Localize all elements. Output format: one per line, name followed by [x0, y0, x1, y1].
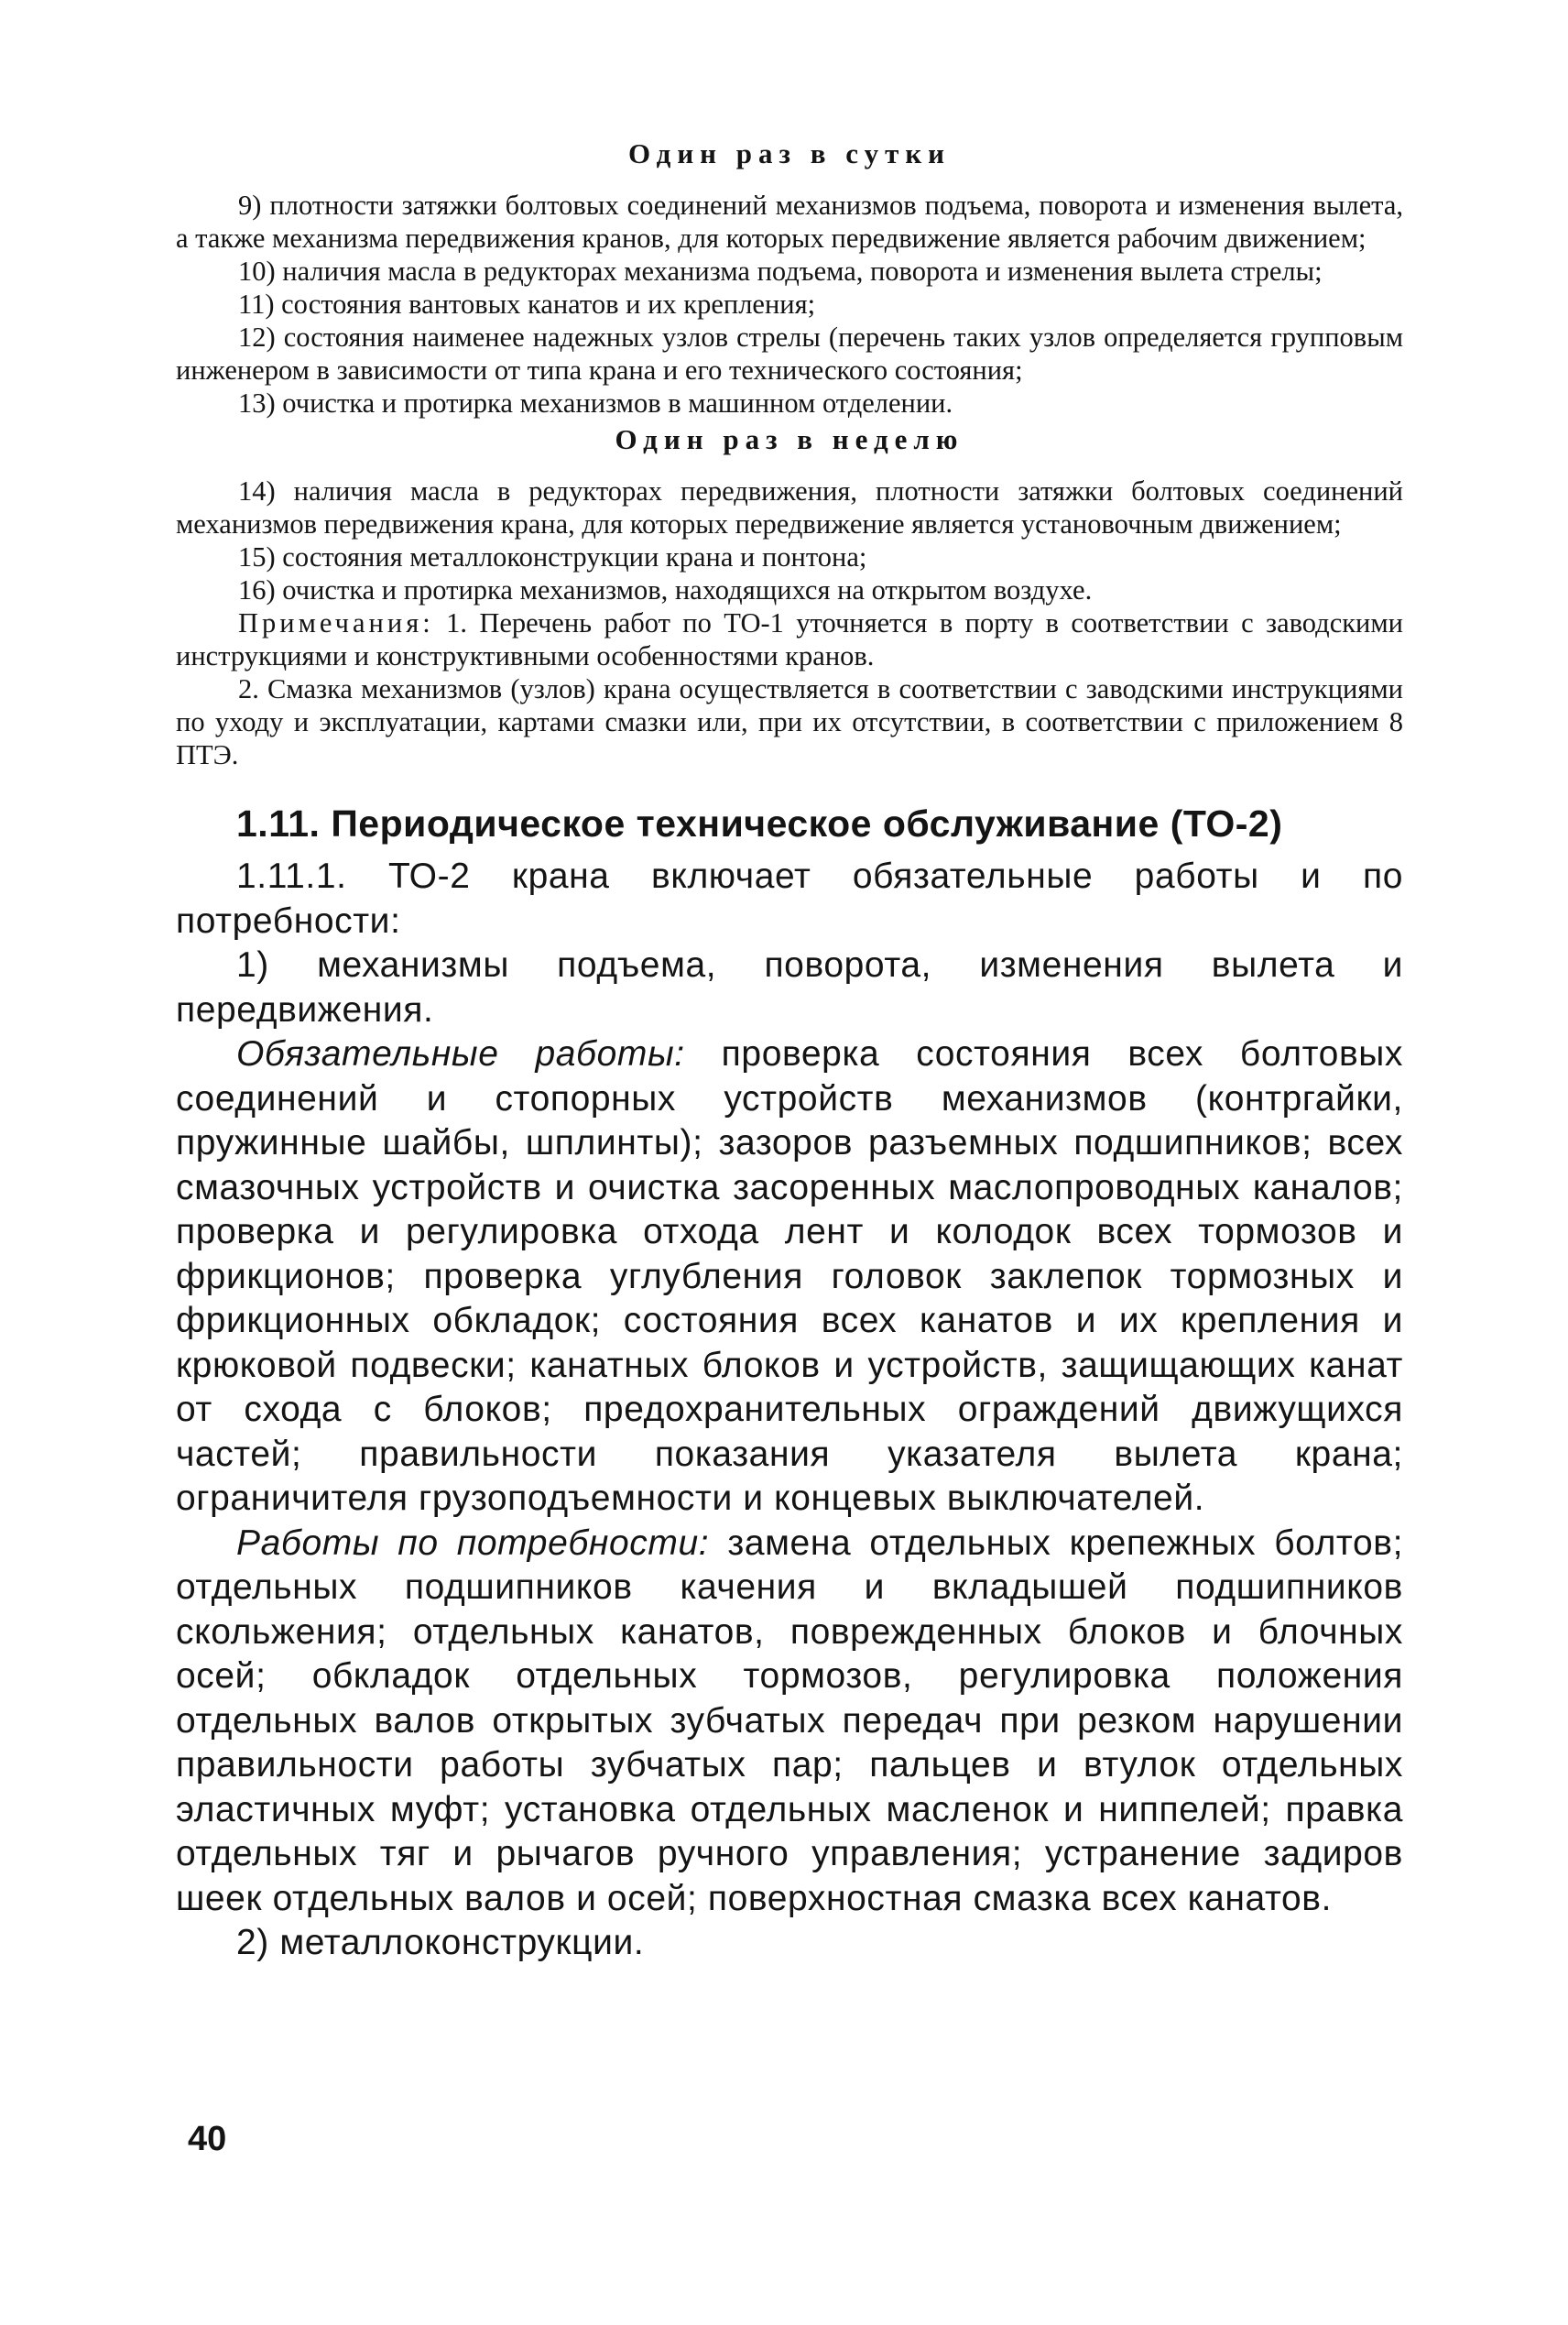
daily-item-11: 11) состояния вантовых канатов и их крепления; — [238, 289, 816, 320]
weekly-item-16: 16) очистка и протирка механизмов, находящихся на открытом воздухе. — [238, 574, 1093, 606]
document-page — [176, 137, 1403, 1966]
notes-label: Примечания: — [238, 607, 434, 639]
weekly-item-14: 14) наличия масла в редукторах передвижения, плотности затяжки болтовых соединений механизмов передвижения крана, для которых передвижение является установочным движением; — [176, 475, 1403, 540]
section-title: 1.11. Периодическое техническое обслуживание (ТО-2) — [236, 802, 1283, 845]
daily-item-13: 13) очистка и протирка механизмов в машинном отделении. — [238, 388, 953, 419]
asneeded-label: Работы по потребности: — [236, 1523, 710, 1563]
asneeded-works — [176, 1522, 1403, 1922]
mandatory-works — [176, 1032, 1403, 1522]
item-2: 2) металлоконструкции. — [236, 1923, 645, 1962]
heading-daily: Один раз в сутки — [627, 137, 952, 169]
item-1: 1) механизмы подъема, поворота, изменения вылета и передвижения. — [176, 945, 1403, 1030]
note-1-text: 1. Перечень работ по ТО-1 уточняется в порту в соответствии с заводскими инструкциями и конструктивными особенностями кранов. — [176, 607, 1403, 671]
note-1 — [176, 606, 1403, 672]
asneeded-text: замена отдельных крепежных болтов; отдельных подшипников качения и вкладышей подшипников скольжения; отдельных канатов, поврежденных блоков и блочных осей; обкладок отдельных тормозов, регулировка положения отдельных валов открытых зубчатых передач при резком нарушении правильности работы зубчатых пар; пальцев и втулок отдельных эластичных муфт; установка отдельных масленок и ниппелей; правка отдельных тяг и рычагов ручного управления; устранение задиров шеек отдельных валов и осей; поверхностная смазка всех канатов. — [176, 1523, 1403, 1918]
mandatory-label: Обязательные работы: — [236, 1034, 685, 1074]
page-number: 40 — [188, 2120, 227, 2158]
mandatory-text: проверка состояния всех болтовых соединений и стопорных устройств механизмов (контргайки, пружинные шайбы, шплинты); зазоров разъемных подшипников; всех смазочных устройств и очистка засоренных маслопроводных каналов; проверка и регулировка отхода лент и колодок всех тормозов и фрикционов; проверка углубления головок заклепок тормозных и фрикционных обкладок; состояния всех канатов и их крепления и крюковой подвески; канатных блоков и устройств, защищающих канат от схода с блоков; предохранительных ограждений движущихся частей; правильности показания указателя вылета крана; ограничителя грузоподъемности и концевых выключателей. — [176, 1034, 1403, 1518]
section-intro: 1.11.1. ТО-2 крана включает обязательные работы и по потребности: — [176, 857, 1403, 941]
note-2: 2. Смазка механизмов (узлов) крана осуществляется в соответствии с заводскими инструкциями по уходу и эксплуатации, картами смазки или, при их отсутствии, в соответствии с приложением 8 ПТЭ. — [176, 673, 1403, 770]
heading-weekly: Один раз в неделю — [615, 423, 964, 455]
daily-item-9: 9) плотности затяжки болтовых соединений механизмов подъема, поворота и изменения вылета, а также механизма передвижения кранов, для которых передвижение является рабочим движением; — [176, 190, 1403, 254]
daily-item-10: 10) наличия масла в редукторах механизма подъема, поворота и изменения вылета стрелы; — [238, 256, 1323, 287]
weekly-item-15: 15) состояния металлоконструкции крана и понтона; — [238, 541, 867, 573]
daily-item-12: 12) состояния наименее надежных узлов стрелы (перечень таких узлов определяется групповым инженером в зависимости от типа крана и его технического состояния; — [176, 322, 1403, 386]
